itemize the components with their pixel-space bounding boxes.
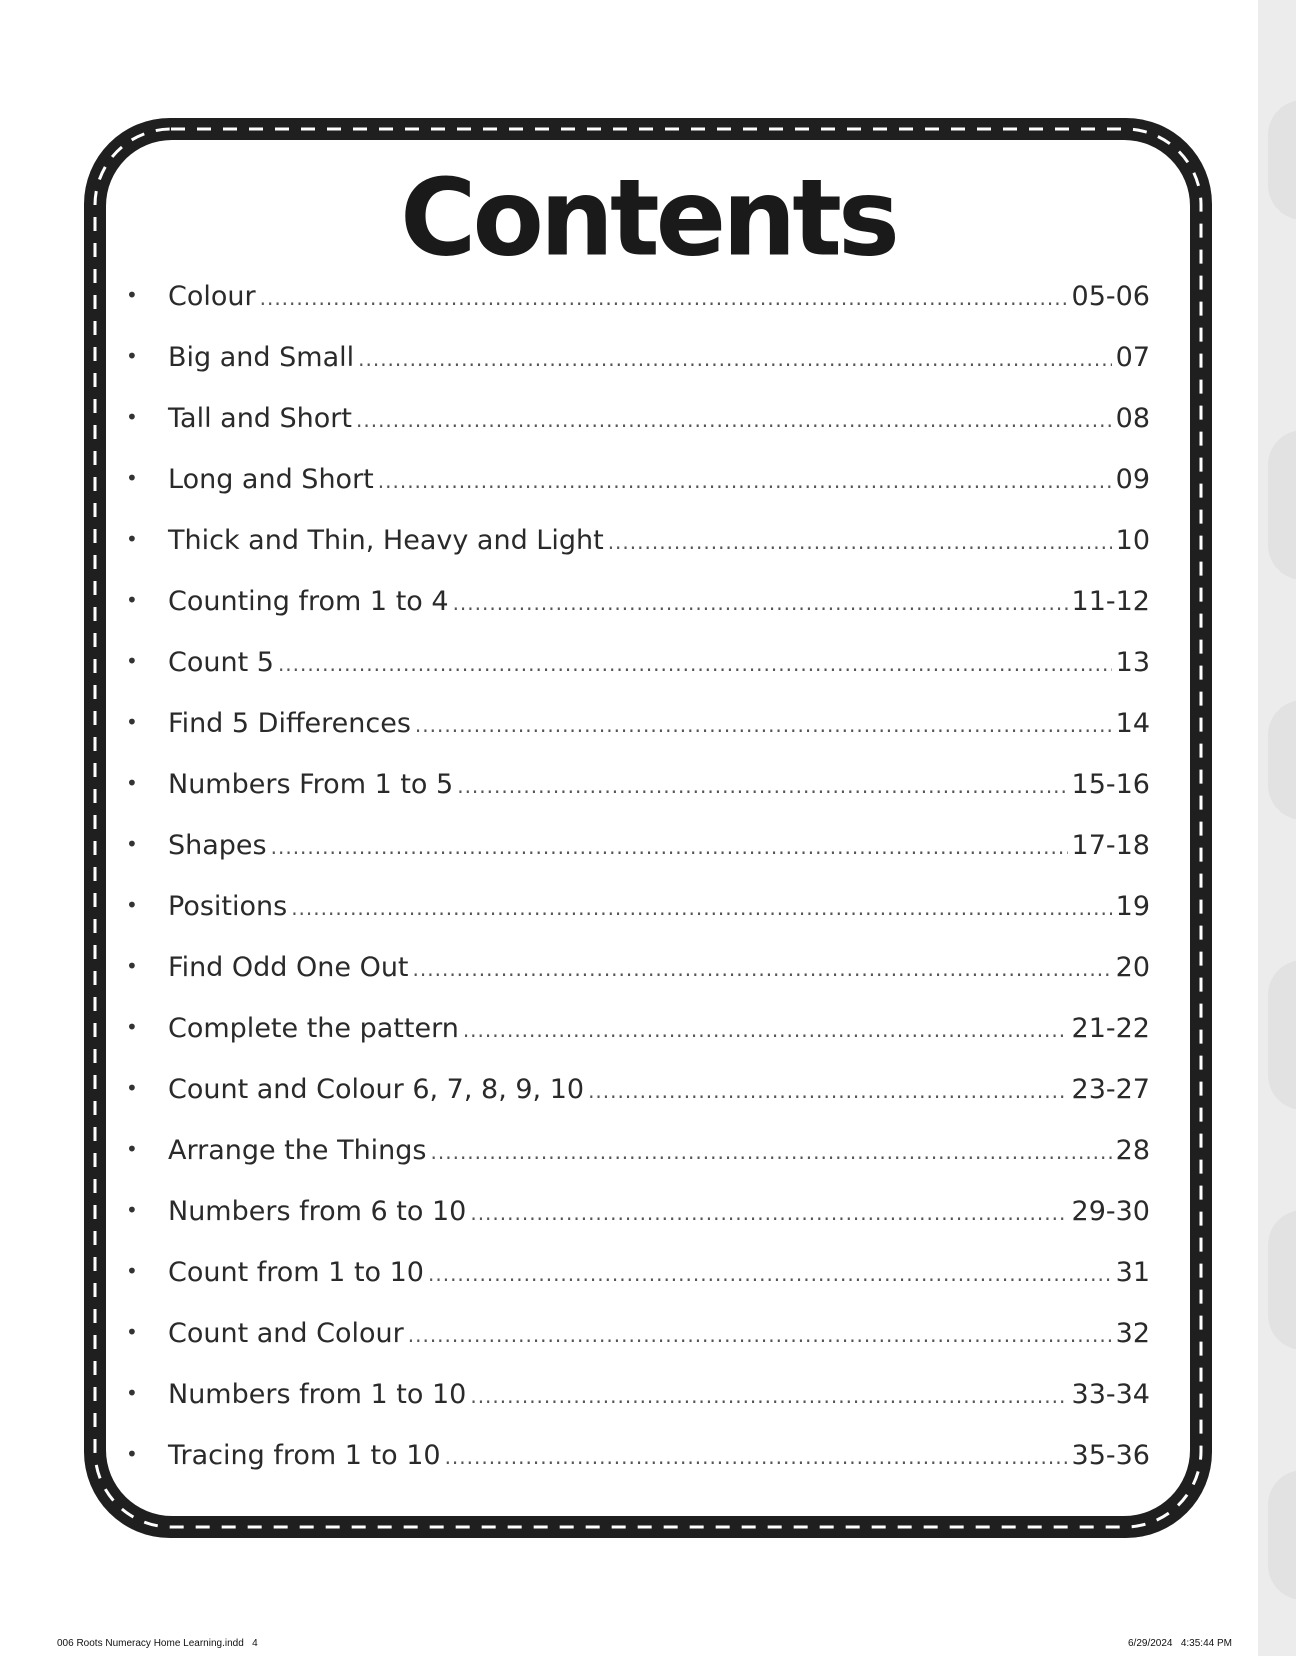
- bullet-icon: •: [126, 1259, 138, 1283]
- bullet-icon: •: [126, 954, 138, 978]
- entry-title: Find Odd One Out: [168, 952, 409, 983]
- entry-title: Shapes: [168, 830, 267, 861]
- entry-title: Long and Short: [168, 464, 374, 495]
- margin-decoration: [1268, 960, 1296, 1110]
- dot-leader: [463, 1010, 1068, 1050]
- contents-entry: [126, 704, 1150, 765]
- bullet-icon: •: [126, 1015, 138, 1039]
- dot-leader: [408, 1315, 1112, 1355]
- bullet-icon: •: [126, 344, 138, 368]
- contents-entry: [126, 399, 1150, 460]
- contents-entry: [126, 1070, 1150, 1131]
- entry-page-number: 35-36: [1071, 1440, 1150, 1471]
- entry-page-number: 10: [1115, 525, 1150, 556]
- dot-leader: [428, 1254, 1112, 1294]
- bullet-icon: •: [126, 1137, 138, 1161]
- entry-page-number: 17-18: [1071, 830, 1150, 861]
- entry-page-number: 33-34: [1071, 1379, 1150, 1410]
- contents-entry: [126, 887, 1150, 948]
- dot-leader: [260, 278, 1068, 318]
- dot-leader: [278, 644, 1112, 684]
- entry-title: Count from 1 to 10: [168, 1257, 424, 1288]
- dot-leader: [470, 1376, 1067, 1416]
- entry-page-number: 08: [1115, 403, 1150, 434]
- bullet-icon: •: [126, 588, 138, 612]
- entry-page-number: 09: [1115, 464, 1150, 495]
- contents-entry: [126, 1192, 1150, 1253]
- contents-entry: [126, 765, 1150, 826]
- dot-leader: [413, 949, 1112, 989]
- dot-leader: [457, 766, 1067, 806]
- contents-entry: [126, 1131, 1150, 1192]
- contents-entry: [126, 948, 1150, 1009]
- bullet-icon: •: [126, 893, 138, 917]
- contents-entry: [126, 521, 1150, 582]
- entry-page-number: 11-12: [1071, 586, 1150, 617]
- dot-leader: [291, 888, 1111, 928]
- entry-page-number: 21-22: [1071, 1013, 1150, 1044]
- entry-page-number: 19: [1115, 891, 1150, 922]
- contents-entry: [126, 1436, 1150, 1497]
- contents-entry: [126, 1314, 1150, 1375]
- dot-leader: [356, 400, 1112, 440]
- bullet-icon: •: [126, 527, 138, 551]
- margin-decoration: [1268, 1210, 1296, 1350]
- entry-page-number: 05-06: [1071, 281, 1150, 312]
- contents-entry: [126, 582, 1150, 643]
- dot-leader: [445, 1437, 1068, 1477]
- entry-page-number: 28: [1115, 1135, 1150, 1166]
- contents-entry: [126, 1253, 1150, 1314]
- entry-page-number: 20: [1115, 952, 1150, 983]
- contents-entry: [126, 1009, 1150, 1070]
- entry-page-number: 23-27: [1071, 1074, 1150, 1105]
- page-title: Contents: [400, 155, 896, 281]
- bullet-icon: •: [126, 1320, 138, 1344]
- entry-page-number: 29-30: [1071, 1196, 1150, 1227]
- contents-entry: [126, 277, 1150, 338]
- entry-title: Big and Small: [168, 342, 355, 373]
- entry-page-number: 32: [1115, 1318, 1150, 1349]
- bullet-icon: •: [126, 1381, 138, 1405]
- entry-page-number: 15-16: [1071, 769, 1150, 800]
- entry-page-number: 13: [1115, 647, 1150, 678]
- bullet-icon: •: [126, 283, 138, 307]
- entry-title: Count 5: [168, 647, 274, 678]
- footer-file-name: 006 Roots Numeracy Home Learning.indd 4: [57, 1638, 258, 1649]
- bullet-icon: •: [126, 832, 138, 856]
- contents-entry: [126, 826, 1150, 887]
- entry-title: Numbers from 1 to 10: [168, 1379, 467, 1410]
- entry-title: Find 5 Differences: [168, 708, 411, 739]
- dot-leader: [470, 1193, 1067, 1233]
- dot-leader: [453, 583, 1068, 623]
- margin-decoration: [1268, 430, 1296, 580]
- dot-leader: [588, 1071, 1067, 1111]
- entry-page-number: 31: [1115, 1257, 1150, 1288]
- bullet-icon: •: [126, 1442, 138, 1466]
- contents-entry: [126, 1375, 1150, 1436]
- entry-title: Thick and Thin, Heavy and Light: [168, 525, 604, 556]
- entry-page-number: 14: [1115, 708, 1150, 739]
- bullet-icon: •: [126, 405, 138, 429]
- contents-entry: [126, 460, 1150, 521]
- bullet-icon: •: [126, 1076, 138, 1100]
- dot-leader: [431, 1132, 1112, 1172]
- contents-entry: [126, 643, 1150, 704]
- entry-title: Tall and Short: [168, 403, 352, 434]
- dot-leader: [378, 461, 1112, 501]
- entry-page-number: 07: [1115, 342, 1150, 373]
- dot-leader: [271, 827, 1068, 867]
- footer-timestamp: 6/29/2024 4:35:44 PM: [1128, 1638, 1232, 1649]
- margin-decoration: [1268, 1470, 1296, 1600]
- bullet-icon: •: [126, 1198, 138, 1222]
- dot-leader: [608, 522, 1112, 562]
- contents-entry: [126, 338, 1150, 399]
- entry-title: Arrange the Things: [168, 1135, 427, 1166]
- entry-title: Tracing from 1 to 10: [168, 1440, 441, 1471]
- entry-title: Numbers from 6 to 10: [168, 1196, 467, 1227]
- bullet-icon: •: [126, 466, 138, 490]
- entry-title: Colour: [168, 281, 256, 312]
- entry-title: Count and Colour: [168, 1318, 404, 1349]
- entry-title: Count and Colour 6, 7, 8, 9, 10: [168, 1074, 585, 1105]
- entry-title: Complete the pattern: [168, 1013, 459, 1044]
- dot-leader: [358, 339, 1112, 379]
- contents-list: [126, 277, 1150, 1497]
- bullet-icon: •: [126, 649, 138, 673]
- bullet-icon: •: [126, 710, 138, 734]
- entry-title: Counting from 1 to 4: [168, 586, 449, 617]
- entry-title: Positions: [168, 891, 288, 922]
- entry-title: Numbers From 1 to 5: [168, 769, 454, 800]
- bullet-icon: •: [126, 771, 138, 795]
- dot-leader: [415, 705, 1112, 745]
- margin-decoration: [1268, 700, 1296, 820]
